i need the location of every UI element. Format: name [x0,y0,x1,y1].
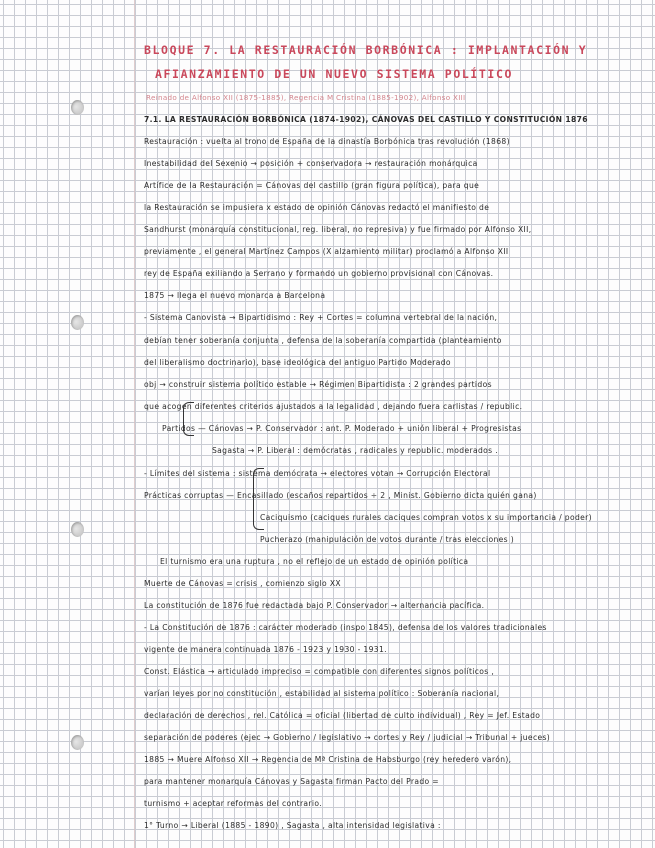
note-line: vigente de manera continuada 1876 - 1923 y 1930 - 1931. [144,645,387,654]
note-line: Muerte de Cánovas = crisis , comienzo siglo XX [144,579,341,588]
note-line: El turnismo era una ruptura , no el reflejo de un estado de opinión política [160,557,469,566]
note-line: turnismo + aceptar reformas del contrario. [144,799,322,808]
note-line: Inestabilidad del Sexenio → posición + conservadora → restauración monárquica [144,159,478,168]
binder-hole [71,735,84,750]
note-line: Sandhurst (monarquía constitucional, reg. liberal, no represiva) y fue firmado por Alfonso XII, [144,225,532,234]
subtitle: Reinado de Alfonso XII (1875-1885), Regencia M Cristina (1885-1902), Alfonso XIII [146,93,466,102]
note-line: 1875 → llega el nuevo monarca a Barcelona [144,291,326,300]
note-line: del liberalismo doctrinario), base ideológica del antiguo Partido Moderado [144,358,451,367]
note-line: - Sistema Canovista → Bipartidismo : Rey + Cortes = columna vertebral de la nación, [144,313,498,322]
note-line: la Restauración se impusiera x estado de opinión Cánovas redactó el manifiesto de [144,203,490,212]
note-line: declaración de derechos , rel. Católica = oficial (libertad de culto individual) , Rey = Jef. Estado [144,711,541,720]
note-line: para mantener monarquía Cánovas y Sagasta firman Pacto del Prado = [144,777,440,786]
note-line: Caciquismo (caciques rurales caciques compran votos x su importancia / poder) [260,513,592,522]
note-line: 1° Turno → Liberal (1885 - 1890) , Sagasta , alta intensidad legislativa : [144,821,441,830]
note-line: Restauración : vuelta al trono de España de la dinastía Borbónica tras revolución (1868) [144,137,510,146]
note-line: - Límites del sistema : sistema demócrata → electores votan → Corrupción Electoral [144,469,491,478]
note-line: Sagasta → P. Liberal : demócratas , radicales y republic. moderados . [212,446,498,455]
note-line: Prácticas corruptas — Encasillado (escaños repartidos ÷ 2 , Minist. Gobierno dicta quién gana) [144,491,537,500]
binder-hole [71,100,84,115]
note-line: Artífice de la Restauración = Cánovas del castillo (gran figura política), para que [144,181,480,190]
note-line: 7.1. LA RESTAURACIÓN BORBÓNICA (1874-1902), CÁNOVAS DEL CASTILLO Y CONSTITUCIÓN 1876 [144,115,588,124]
note-line: varían leyes por no constitución , estabilidad al sistema político : Soberanía nacional, [144,689,500,698]
note-line: - La Constitución de 1876 : carácter moderado (inspo 1845), defensa de los valores tradicionales [144,623,547,632]
margin-line [134,0,135,848]
binder-hole [71,315,84,330]
title-line-2: AFIANZAMIENTO DE UN NUEVO SISTEMA POLÍTICO [155,67,513,81]
note-line: que acogen diferentes criterios ajustados a la legalidad , dejando fuera carlistas / republic. [144,402,523,411]
note-line: previamente , el general Martínez Campos (X alzamiento militar) proclamó a Alfonso XII [144,247,509,256]
note-line: obj → construir sistema político estable → Régimen Bipartidista : 2 grandes partidos [144,380,492,389]
binder-hole [71,522,84,537]
note-line: rey de España exiliando a Serrano y formando un gobierno provisional con Cánovas. [144,269,494,278]
note-line: Const. Elástica → articulado impreciso = compatible con diferentes signos políticos , [144,667,495,676]
note-line: Partidos — Cánovas → P. Conservador : ant. P. Moderado + unión liberal + Progresistas [162,424,522,433]
note-line: 1885 → Muere Alfonso XII → Regencia de Mª Cristina de Habsburgo (rey heredero varón), [144,755,512,764]
note-line: La constitución de 1876 fue redactada bajo P. Conservador → alternancia pacífica. [144,601,485,610]
note-line: separación de poderes (ejec → Gobierno / legislativo → cortes y Rey / judicial → Tribunal + jueces) [144,733,551,742]
note-line: Pucherazo (manipulación de votos durante / tras elecciones ) [260,535,515,544]
title-line-1: BLOQUE 7. LA RESTAURACIÓN BORBÓNICA : IMPLANTACIÓN Y [144,43,588,57]
note-line: debían tener soberanía conjunta , defensa de la soberanía compartida (planteamiento [144,336,502,345]
